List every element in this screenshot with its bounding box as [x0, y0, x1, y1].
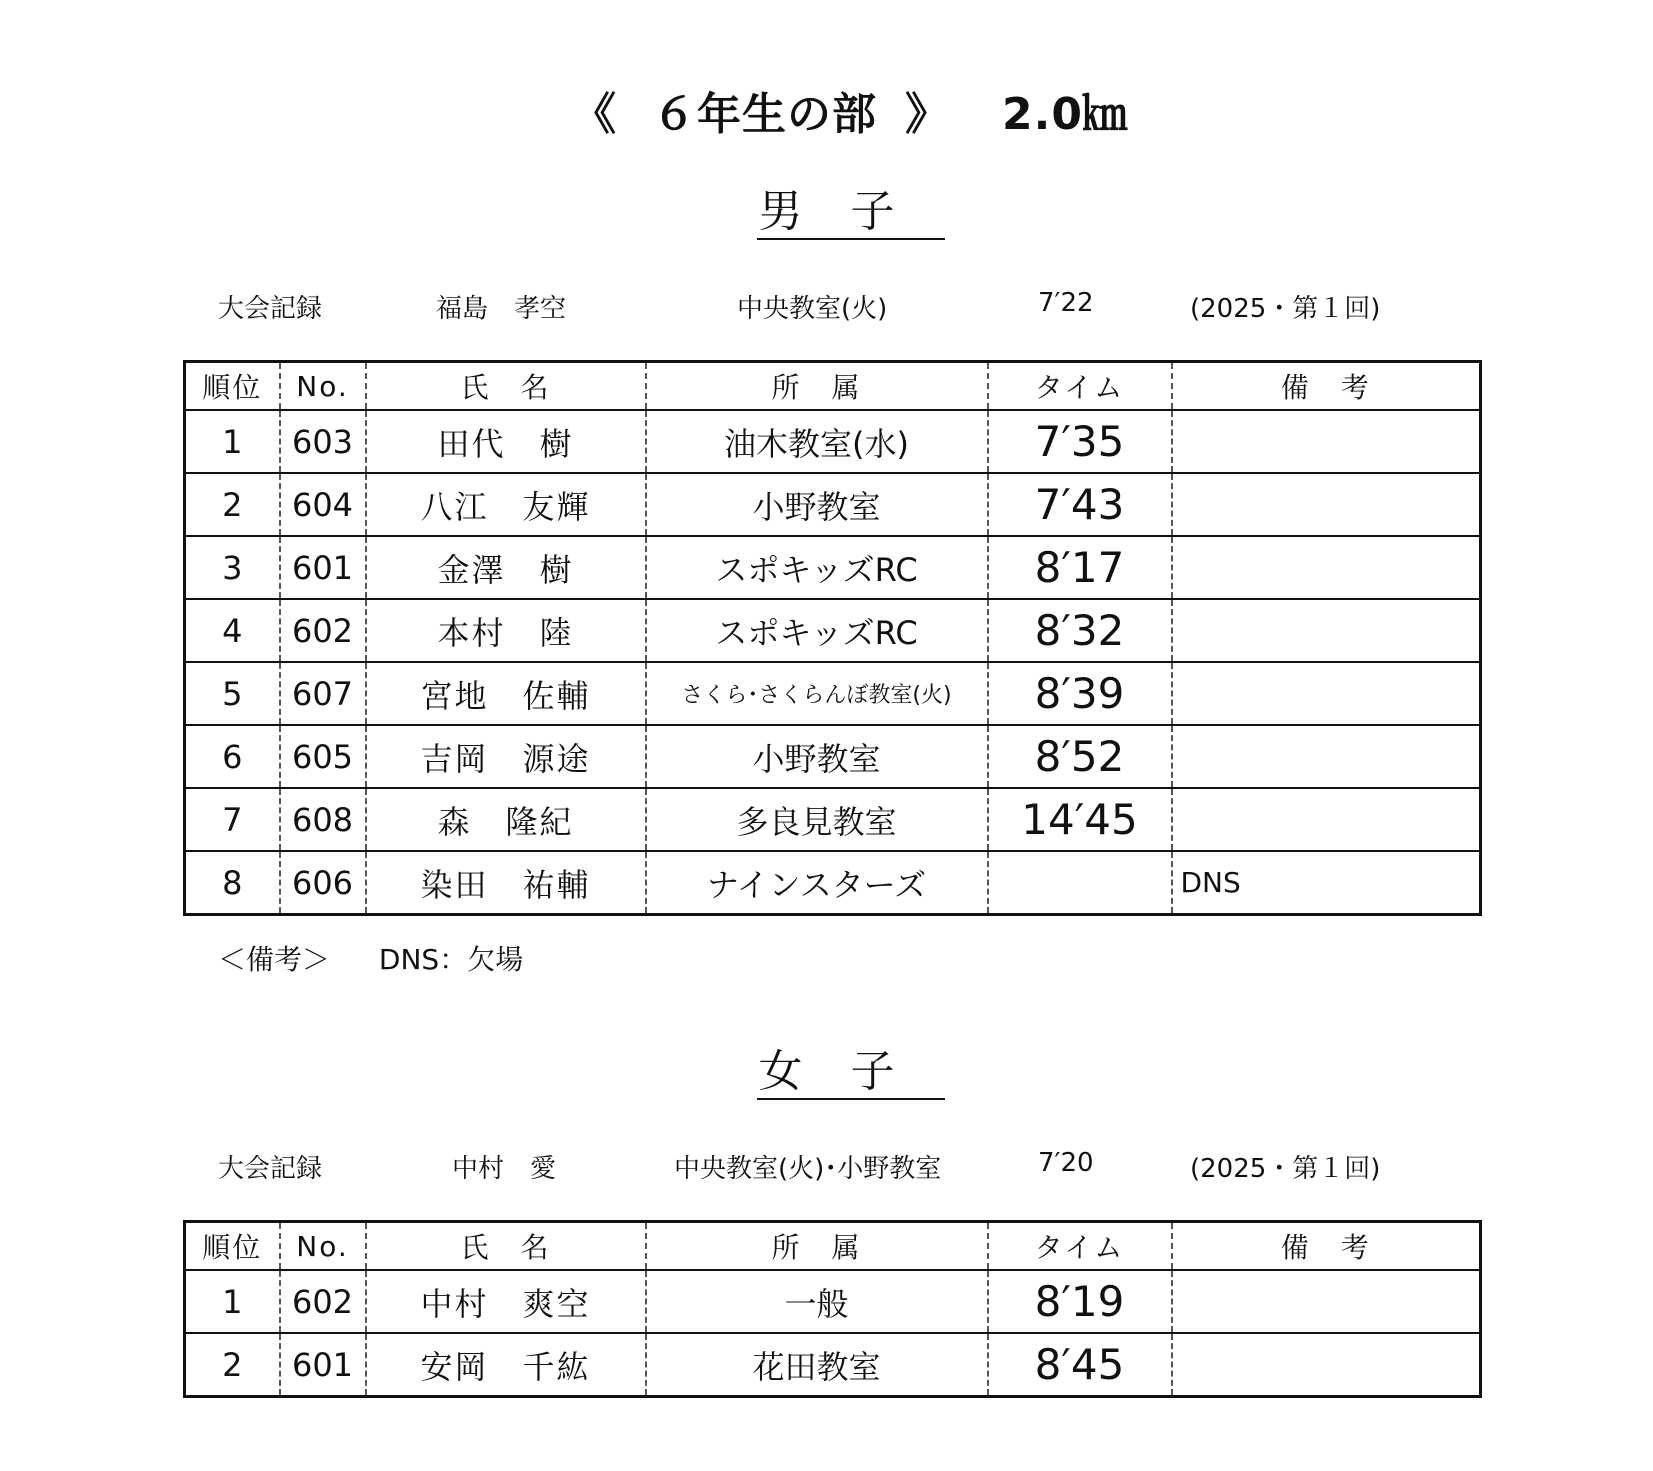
header-rank: 順位 — [185, 1222, 280, 1271]
runner-name: 森 隆紀 — [366, 788, 646, 851]
bib-number: 602 — [280, 599, 366, 662]
header-note: 備 考 — [1172, 362, 1481, 411]
table-row — [185, 473, 1481, 536]
table-row — [185, 1333, 1481, 1397]
rank: 1 — [185, 410, 280, 473]
note — [1172, 473, 1481, 536]
record-label: 大会記録 — [218, 1154, 323, 1184]
time: 8′19 — [988, 1270, 1172, 1333]
runner-name: 八江 友輝 — [366, 473, 646, 536]
bib-number: 601 — [280, 1333, 366, 1397]
time: 8′39 — [988, 662, 1172, 725]
runner-name: 宮地 佐輔 — [366, 662, 646, 725]
club: 小野教室 — [646, 725, 988, 788]
record-club: 中央教室(火)･小野教室 — [674, 1154, 942, 1184]
table-row — [185, 599, 1481, 662]
bib-number: 602 — [280, 1270, 366, 1333]
rank: 1 — [185, 1270, 280, 1333]
note: DNS — [1172, 851, 1481, 915]
title-close-bracket: 》 — [905, 89, 950, 140]
club: スポキッズRC — [646, 536, 988, 599]
table-header-row — [185, 1222, 1481, 1271]
note — [1172, 1333, 1481, 1397]
time: 8′52 — [988, 725, 1172, 788]
table-header-row — [185, 362, 1481, 411]
record-year: (2025・第１回) — [1190, 1154, 1381, 1184]
rank: 8 — [185, 851, 280, 915]
time: 7′35 — [988, 410, 1172, 473]
boys-heading: 男子 — [0, 186, 1653, 240]
table-row — [185, 851, 1481, 915]
club: 花田教室 — [646, 1333, 988, 1397]
girls-results-table — [183, 1220, 1482, 1398]
note — [1172, 599, 1481, 662]
runner-name: 吉岡 源途 — [366, 725, 646, 788]
header-club: 所 属 — [646, 1222, 988, 1271]
club: 小野教室 — [646, 473, 988, 536]
runner-name: 中村 爽空 — [366, 1270, 646, 1333]
note — [1172, 788, 1481, 851]
bib-number: 604 — [280, 473, 366, 536]
club: 油木教室(水) — [646, 410, 988, 473]
note — [1172, 410, 1481, 473]
record-holder: 福島 孝空 — [436, 294, 567, 324]
bib-number: 601 — [280, 536, 366, 599]
header-no: No. — [280, 1222, 366, 1271]
boys-results-table — [183, 360, 1482, 916]
title-distance: 2.0㎞ — [1002, 89, 1128, 140]
rank: 3 — [185, 536, 280, 599]
club: さくら･さくらんぼ教室(火) — [646, 662, 988, 725]
table-row — [185, 662, 1481, 725]
title-division: ６年生の部 — [652, 89, 877, 140]
bib-number: 603 — [280, 410, 366, 473]
header-name: 氏 名 — [366, 1222, 646, 1271]
runner-name: 本村 陸 — [366, 599, 646, 662]
table-row — [185, 788, 1481, 851]
girls-heading: 女子 — [0, 1046, 1653, 1100]
runner-name: 安岡 千紘 — [366, 1333, 646, 1397]
record-year: (2025・第１回) — [1190, 294, 1381, 324]
header-note: 備 考 — [1172, 1222, 1481, 1271]
rank: 2 — [185, 1333, 280, 1397]
rank: 7 — [185, 788, 280, 851]
header-rank: 順位 — [185, 362, 280, 411]
header-no: No. — [280, 362, 366, 411]
table-row — [185, 725, 1481, 788]
time: 14′45 — [988, 788, 1172, 851]
legend-label: ＜備考＞ — [218, 943, 331, 976]
table-row — [185, 410, 1481, 473]
bib-number: 607 — [280, 662, 366, 725]
rank: 6 — [185, 725, 280, 788]
record-holder: 中村 愛 — [452, 1154, 557, 1184]
record-time: 7′20 — [1038, 1148, 1094, 1178]
record-club: 中央教室(火) — [737, 294, 888, 324]
record-time: 7′22 — [1038, 288, 1094, 318]
bib-number: 606 — [280, 851, 366, 915]
table-row — [185, 1270, 1481, 1333]
note — [1172, 662, 1481, 725]
time: 8′17 — [988, 536, 1172, 599]
runner-name: 金澤 樹 — [366, 536, 646, 599]
boys-legend — [218, 938, 563, 978]
note — [1172, 536, 1481, 599]
table-row — [185, 536, 1481, 599]
title-open-bracket: 《 — [572, 89, 617, 140]
runner-name: 田代 樹 — [366, 410, 646, 473]
rank: 4 — [185, 599, 280, 662]
time: 8′45 — [988, 1333, 1172, 1397]
club: スポキッズRC — [646, 599, 988, 662]
legend-text: DNS：欠場 — [378, 943, 524, 976]
bib-number: 608 — [280, 788, 366, 851]
time — [988, 851, 1172, 915]
record-label: 大会記録 — [218, 294, 323, 324]
header-time: タイム — [988, 1222, 1172, 1271]
girls-record — [0, 1148, 1653, 1182]
bib-number: 605 — [280, 725, 366, 788]
club: 多良見教室 — [646, 788, 988, 851]
header-name: 氏 名 — [366, 362, 646, 411]
runner-name: 染田 祐輔 — [366, 851, 646, 915]
note — [1172, 1270, 1481, 1333]
rank: 5 — [185, 662, 280, 725]
header-club: 所 属 — [646, 362, 988, 411]
boys-record — [0, 288, 1653, 322]
header-time: タイム — [988, 362, 1172, 411]
rank: 2 — [185, 473, 280, 536]
club: 一般 — [646, 1270, 988, 1333]
time: 8′32 — [988, 599, 1172, 662]
time: 7′43 — [988, 473, 1172, 536]
note — [1172, 725, 1481, 788]
club: ナインスターズ — [646, 851, 988, 915]
